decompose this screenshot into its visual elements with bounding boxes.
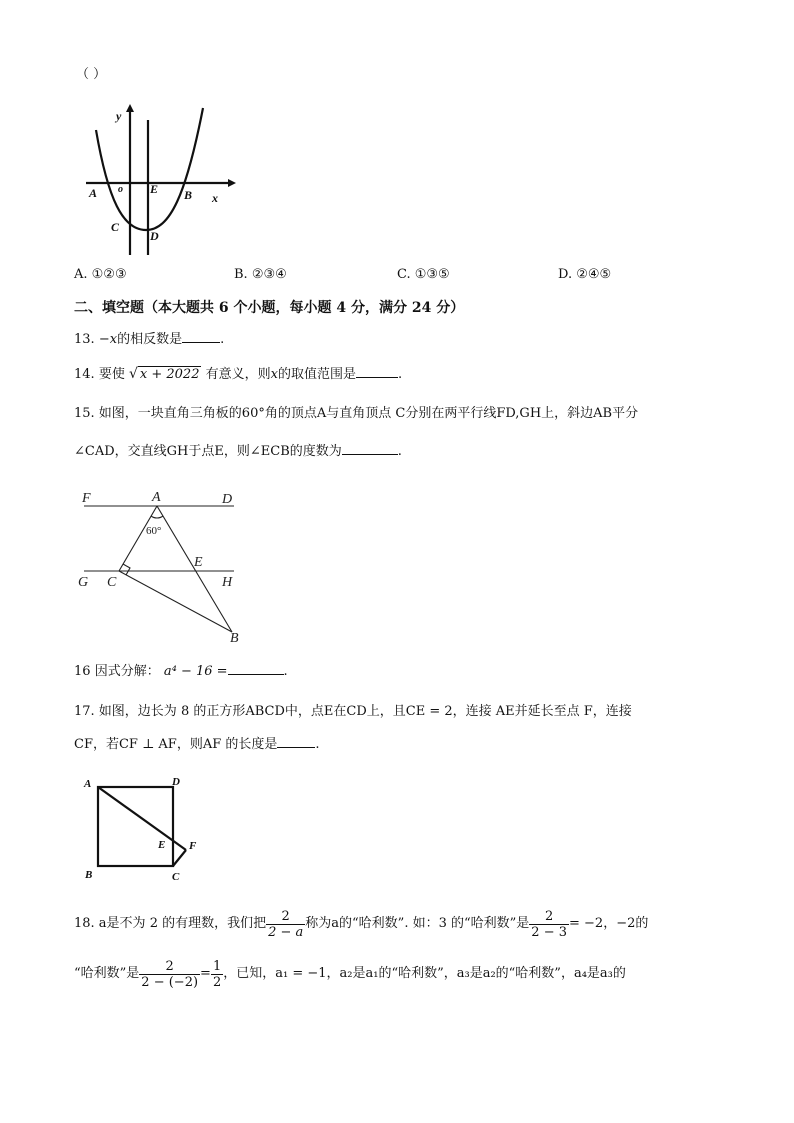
- label-A: A: [152, 490, 161, 505]
- label-H: H: [222, 575, 233, 590]
- option-b: B. ②③④: [234, 267, 287, 282]
- frac2-denominator: 2 − 3: [531, 924, 567, 940]
- label-D: D: [172, 776, 180, 788]
- q14-radicand: x + 2022: [139, 367, 200, 382]
- q16-end: .: [283, 664, 288, 679]
- label-D: D: [150, 229, 159, 243]
- q14-mid: 有意义，则: [205, 367, 271, 382]
- label-C: C: [111, 220, 120, 234]
- label-A: A: [84, 778, 92, 790]
- option-a: A. ①②③: [74, 267, 127, 282]
- q18-part2: 称为a的“哈利数”. 如：3 的“哈利数”是: [305, 916, 530, 931]
- question-18-line2: [74, 954, 626, 994]
- frac3-denominator: 2 − (−2): [141, 974, 199, 990]
- sqrt-sign: √: [128, 366, 138, 382]
- q17-end: .: [315, 737, 320, 752]
- frac3-numerator: 2: [139, 959, 200, 975]
- q14-pre: 要使: [98, 367, 125, 382]
- label-E: E: [158, 839, 166, 851]
- label-G: G: [78, 575, 89, 590]
- q15-line1: 15. 如图，一块直角三角板的60°角的顶点A与直角顶点 C分别在两平行线FD,GH上，斜边AB平分: [74, 406, 639, 421]
- parabola-curve: [96, 108, 203, 230]
- label-D: D: [222, 492, 233, 507]
- square-ABCD: [98, 787, 173, 866]
- q14-end: .: [398, 367, 403, 382]
- q17-blank: [277, 735, 315, 748]
- q13-blank: [182, 330, 220, 343]
- fraction-1-over-2: [211, 959, 223, 990]
- answer-paren: （ ）: [76, 67, 107, 82]
- q13-expr: −x: [98, 332, 118, 347]
- label-F: F: [189, 840, 197, 852]
- label-B: B: [184, 188, 193, 202]
- label-y: y: [116, 109, 122, 123]
- q15-line2-text: ∠CAD，交直线GH于点E，则∠ECB的度数为: [74, 444, 342, 459]
- frac4-denominator: 2: [212, 974, 222, 990]
- q14-post: 的取值范围是: [277, 367, 356, 382]
- question-13: [74, 330, 224, 349]
- q18-part4: “哈利数”是: [74, 966, 140, 981]
- label-B: B: [230, 631, 239, 646]
- label-x: x: [212, 191, 218, 205]
- label-angle: 60°: [146, 525, 162, 537]
- q15-blank: [342, 442, 398, 455]
- q16-expr: a⁴ − 16 =: [163, 664, 228, 679]
- question-14: [74, 365, 402, 384]
- label-C: C: [172, 871, 180, 883]
- q16-number: 16: [74, 664, 91, 679]
- label-C: C: [107, 575, 117, 590]
- label-E: E: [194, 555, 203, 570]
- question-17-line2: [74, 735, 320, 754]
- q16-pre: 因式分解：: [94, 664, 160, 679]
- frac4-numerator: 1: [212, 958, 222, 974]
- question-16: [74, 662, 288, 681]
- question-18-line1: [74, 904, 648, 944]
- segment-CF: [173, 850, 186, 866]
- section-title: 二、填空题（本大题共 6 个小题，每小题 4 分，满分 24 分）: [74, 300, 465, 316]
- q18-part5: =: [200, 966, 211, 981]
- q14-var: x: [270, 367, 278, 382]
- option-d: D. ②④⑤: [558, 267, 612, 282]
- q17-line1: 17. 如图，边长为 8 的正方形ABCD中，点E在CD上，且CE = 2，连接 AE并延长至点 F，连接: [74, 704, 632, 719]
- frac1-numerator: 2: [266, 909, 305, 925]
- label-B: B: [85, 869, 93, 881]
- q14-number: 14.: [74, 367, 95, 382]
- label-F: F: [82, 491, 91, 506]
- label-E: E: [150, 182, 159, 196]
- parallel-lines-figure: [74, 486, 254, 646]
- angle-60-arc: [151, 516, 163, 518]
- q18-part3: = −2，−2的: [569, 916, 649, 931]
- q14-blank: [356, 365, 398, 378]
- q16-blank: [228, 662, 284, 675]
- question-15-line2: [74, 442, 402, 461]
- q18-part1: 18. a是不为 2 的有理数，我们把: [74, 916, 267, 931]
- fraction-2-over-2-minus-3: [529, 909, 569, 940]
- q18-part6: ，已知，a₁ = −1，a₂是a₁的“哈利数”，a₃是a₂的“哈利数”，a₄是a₃的: [223, 966, 626, 981]
- label-A: A: [89, 186, 98, 200]
- parabola-figure: [78, 100, 238, 262]
- q15-end: .: [397, 444, 402, 459]
- fraction-2-over-2-minus-a: [266, 909, 305, 940]
- segment-CB: [119, 571, 232, 632]
- frac2-numerator: 2: [529, 909, 569, 925]
- label-origin: o: [118, 184, 123, 195]
- option-c: C. ①③⑤: [397, 267, 450, 282]
- q17-line2-text: CF，若CF ⊥ AF，则AF 的长度是: [74, 737, 278, 752]
- frac1-denominator: 2 − a: [268, 924, 304, 940]
- q13-text: 的相反数是: [117, 332, 183, 347]
- fraction-2-over-2-minus-neg2: [139, 959, 200, 990]
- q13-end: .: [220, 332, 225, 347]
- q13-number: 13.: [74, 332, 95, 347]
- square-figure: [80, 770, 210, 888]
